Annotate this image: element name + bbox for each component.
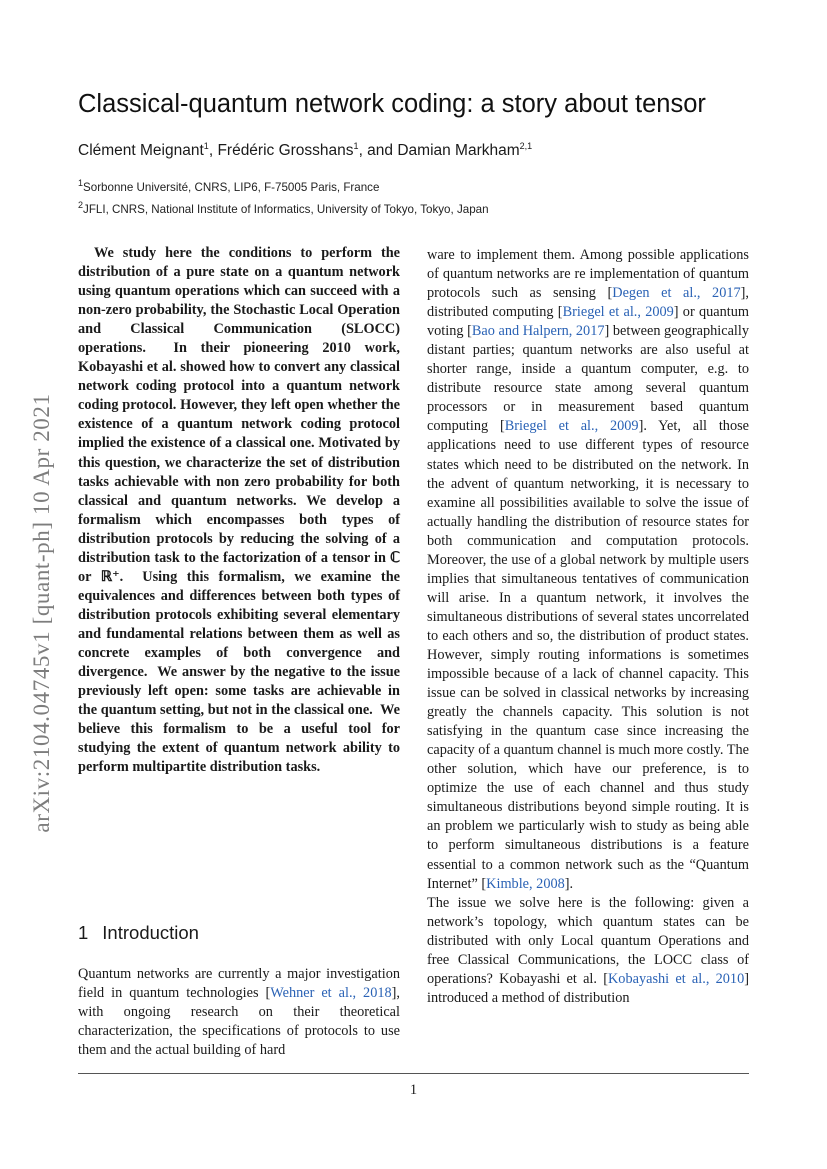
- body-paragraph: [427, 894, 749, 1008]
- author-affiliation-mark: 1: [203, 140, 209, 151]
- right-column: [427, 246, 749, 1008]
- body-text: ], distributed computing [: [427, 285, 749, 321]
- body-text: ware to implement them. Among possible applications of quantum networks are re implementation of quantum protocols such as sensing [: [427, 247, 749, 302]
- paper-title: Classical-quantum network coding: a story about tensor: [78, 90, 706, 118]
- author-affiliation-mark: 1: [353, 140, 359, 151]
- affiliation-mark: 2: [78, 200, 84, 211]
- section-heading: [78, 922, 199, 944]
- abstract-sentence: Using this formalism, we examine the equivalences and differences between both types of distribution protocols exhibiting several elementary and fundamental relations between them as well as concrete examples of both convergence and divergence.: [78, 568, 400, 681]
- author-separator: ,: [208, 142, 218, 159]
- arxiv-sidebar: [22, 338, 62, 888]
- citation-link[interactable]: Bao and Halpern, 2017: [471, 323, 605, 340]
- author-name: Clément Meignant: [78, 142, 204, 159]
- body-text: The issue we solve here is the following: given a network’s topology, which quantum states can be distributed with only Local quantum Operations and free Classical Communications, the LOCC class of operations? Kobayashi et al. [: [427, 894, 749, 987]
- citation-link[interactable]: Briegel et al., 2009: [562, 304, 674, 321]
- affiliation-text: JFLI, CNRS, National Institute of Informatics, University of Tokyo, Tokyo, Japan: [83, 203, 489, 216]
- abstract-sentence: We believe this formalism to be a useful tool for studying the extent of quantum network ability to perform multipartite distribution tasks.: [78, 702, 400, 776]
- arxiv-identifier: arXiv:2104.04745v1 [quant-ph] 10 Apr 2021: [29, 393, 54, 833]
- author-name: Damian Markham: [397, 142, 520, 159]
- affiliation: [78, 200, 489, 216]
- section-number: 1: [78, 922, 89, 943]
- citation-link[interactable]: Degen et al., 2017: [612, 285, 741, 302]
- author-separator: , and: [358, 142, 398, 159]
- abstract-sentence: In their pioneering 2010 work, Kobayashi et al. showed how to convert any classical network coding protocol into a quantum network coding protocol. However, they left open whether the existence of a quantum network coding protocol implied the existence of a classical one. Motivated by this question, we characterize the set of distribution tasks achievable with non zero probability for both classical and quantum networks. We develop a formalism which encompasses both types of distribution protocols by reducing the solving of a distribution task to the factorization of a tensor in ℂ or ℝ⁺.: [78, 340, 401, 585]
- abstract-sentence: We study here the conditions to perform the distribution of a pure state on a quantum network using quantum operations which can succeed with a non-zero probability, the Stochastic Local Operation and Classical Communication (SLOCC) operations.: [78, 245, 400, 357]
- body-text: ].: [564, 875, 574, 892]
- abstract: [78, 244, 400, 777]
- body-text: ]. Yet, all those applications need to use different types of resource states which need to be distributed on the network. In the advent of quantum networking, it is necessary to examine all possibilities available to solve the issue of actually handling the distribution of resource states for both communication and computation protocols. Moreover, the use of a global network by multiple users implies that simultaneous tentatives of communication will arise. In a quantum network, it involves the simultaneous distributions of several states uncorrelated to each others and so, the distribution of product states. However, simply routing informations is sometimes impossible because of a lack of channel capacity. This issue can be solved in classical networks by increasing greatly the channels capacity. This solution is not satisfying in the quantum case since increasing the capacity of a quantum channel is much more costly. The other solution, which have our preference, is to optimize the use of each channel and thus study simultaneous distributions beyond simple routing. It is an problem we particularly wish to study as being able to perform simultaneous distributions is a feature essential to a common network such as the “Quantum Internet” [: [427, 418, 749, 892]
- author-name: Frédéric Grosshans: [217, 142, 354, 159]
- body-text: ] introduced a method of distribution: [427, 970, 749, 1006]
- author-affiliation-mark: 2,1: [519, 140, 533, 151]
- affiliation-mark: 1: [78, 178, 84, 189]
- citation-link[interactable]: Briegel et al., 2009: [504, 418, 639, 435]
- body-text: ] between geographically distant parties; quantum networks are also useful at shorter range, inside a quantum computer, e.g. to distribute resource state among several quantum processors or in measurement based quantum computing [: [427, 323, 750, 435]
- affiliation: [78, 178, 380, 194]
- abstract-text: [78, 244, 400, 777]
- citation-link[interactable]: Wehner et al., 2018: [270, 985, 392, 1002]
- affiliation-text: Sorbonne Université, CNRS, LIP6, F-75005 Paris, France: [83, 181, 380, 194]
- author-list: [78, 142, 532, 160]
- introduction-paragraph: [78, 965, 400, 1060]
- section-title: Introduction: [102, 922, 199, 943]
- citation-link[interactable]: Kimble, 2008: [486, 875, 565, 892]
- body-text: ], with ongoing research on their theoretical characterization, the specifications of protocols to use them and the actual building of hard: [78, 985, 400, 1059]
- citation-link[interactable]: Kobayashi et al., 2010: [607, 970, 745, 987]
- footer-rule: [78, 1073, 749, 1074]
- body-text: Quantum networks are currently a major investigation field in quantum technologies [: [78, 966, 400, 1002]
- page-number: 1: [409, 1082, 418, 1098]
- body-text: ] or quantum voting [: [427, 304, 750, 340]
- abstract-sentence: We answer by the negative to the issue previously left open: some tasks are achievable in the quantum setting, but not in the classical one.: [78, 664, 401, 719]
- body-paragraph: [427, 246, 749, 894]
